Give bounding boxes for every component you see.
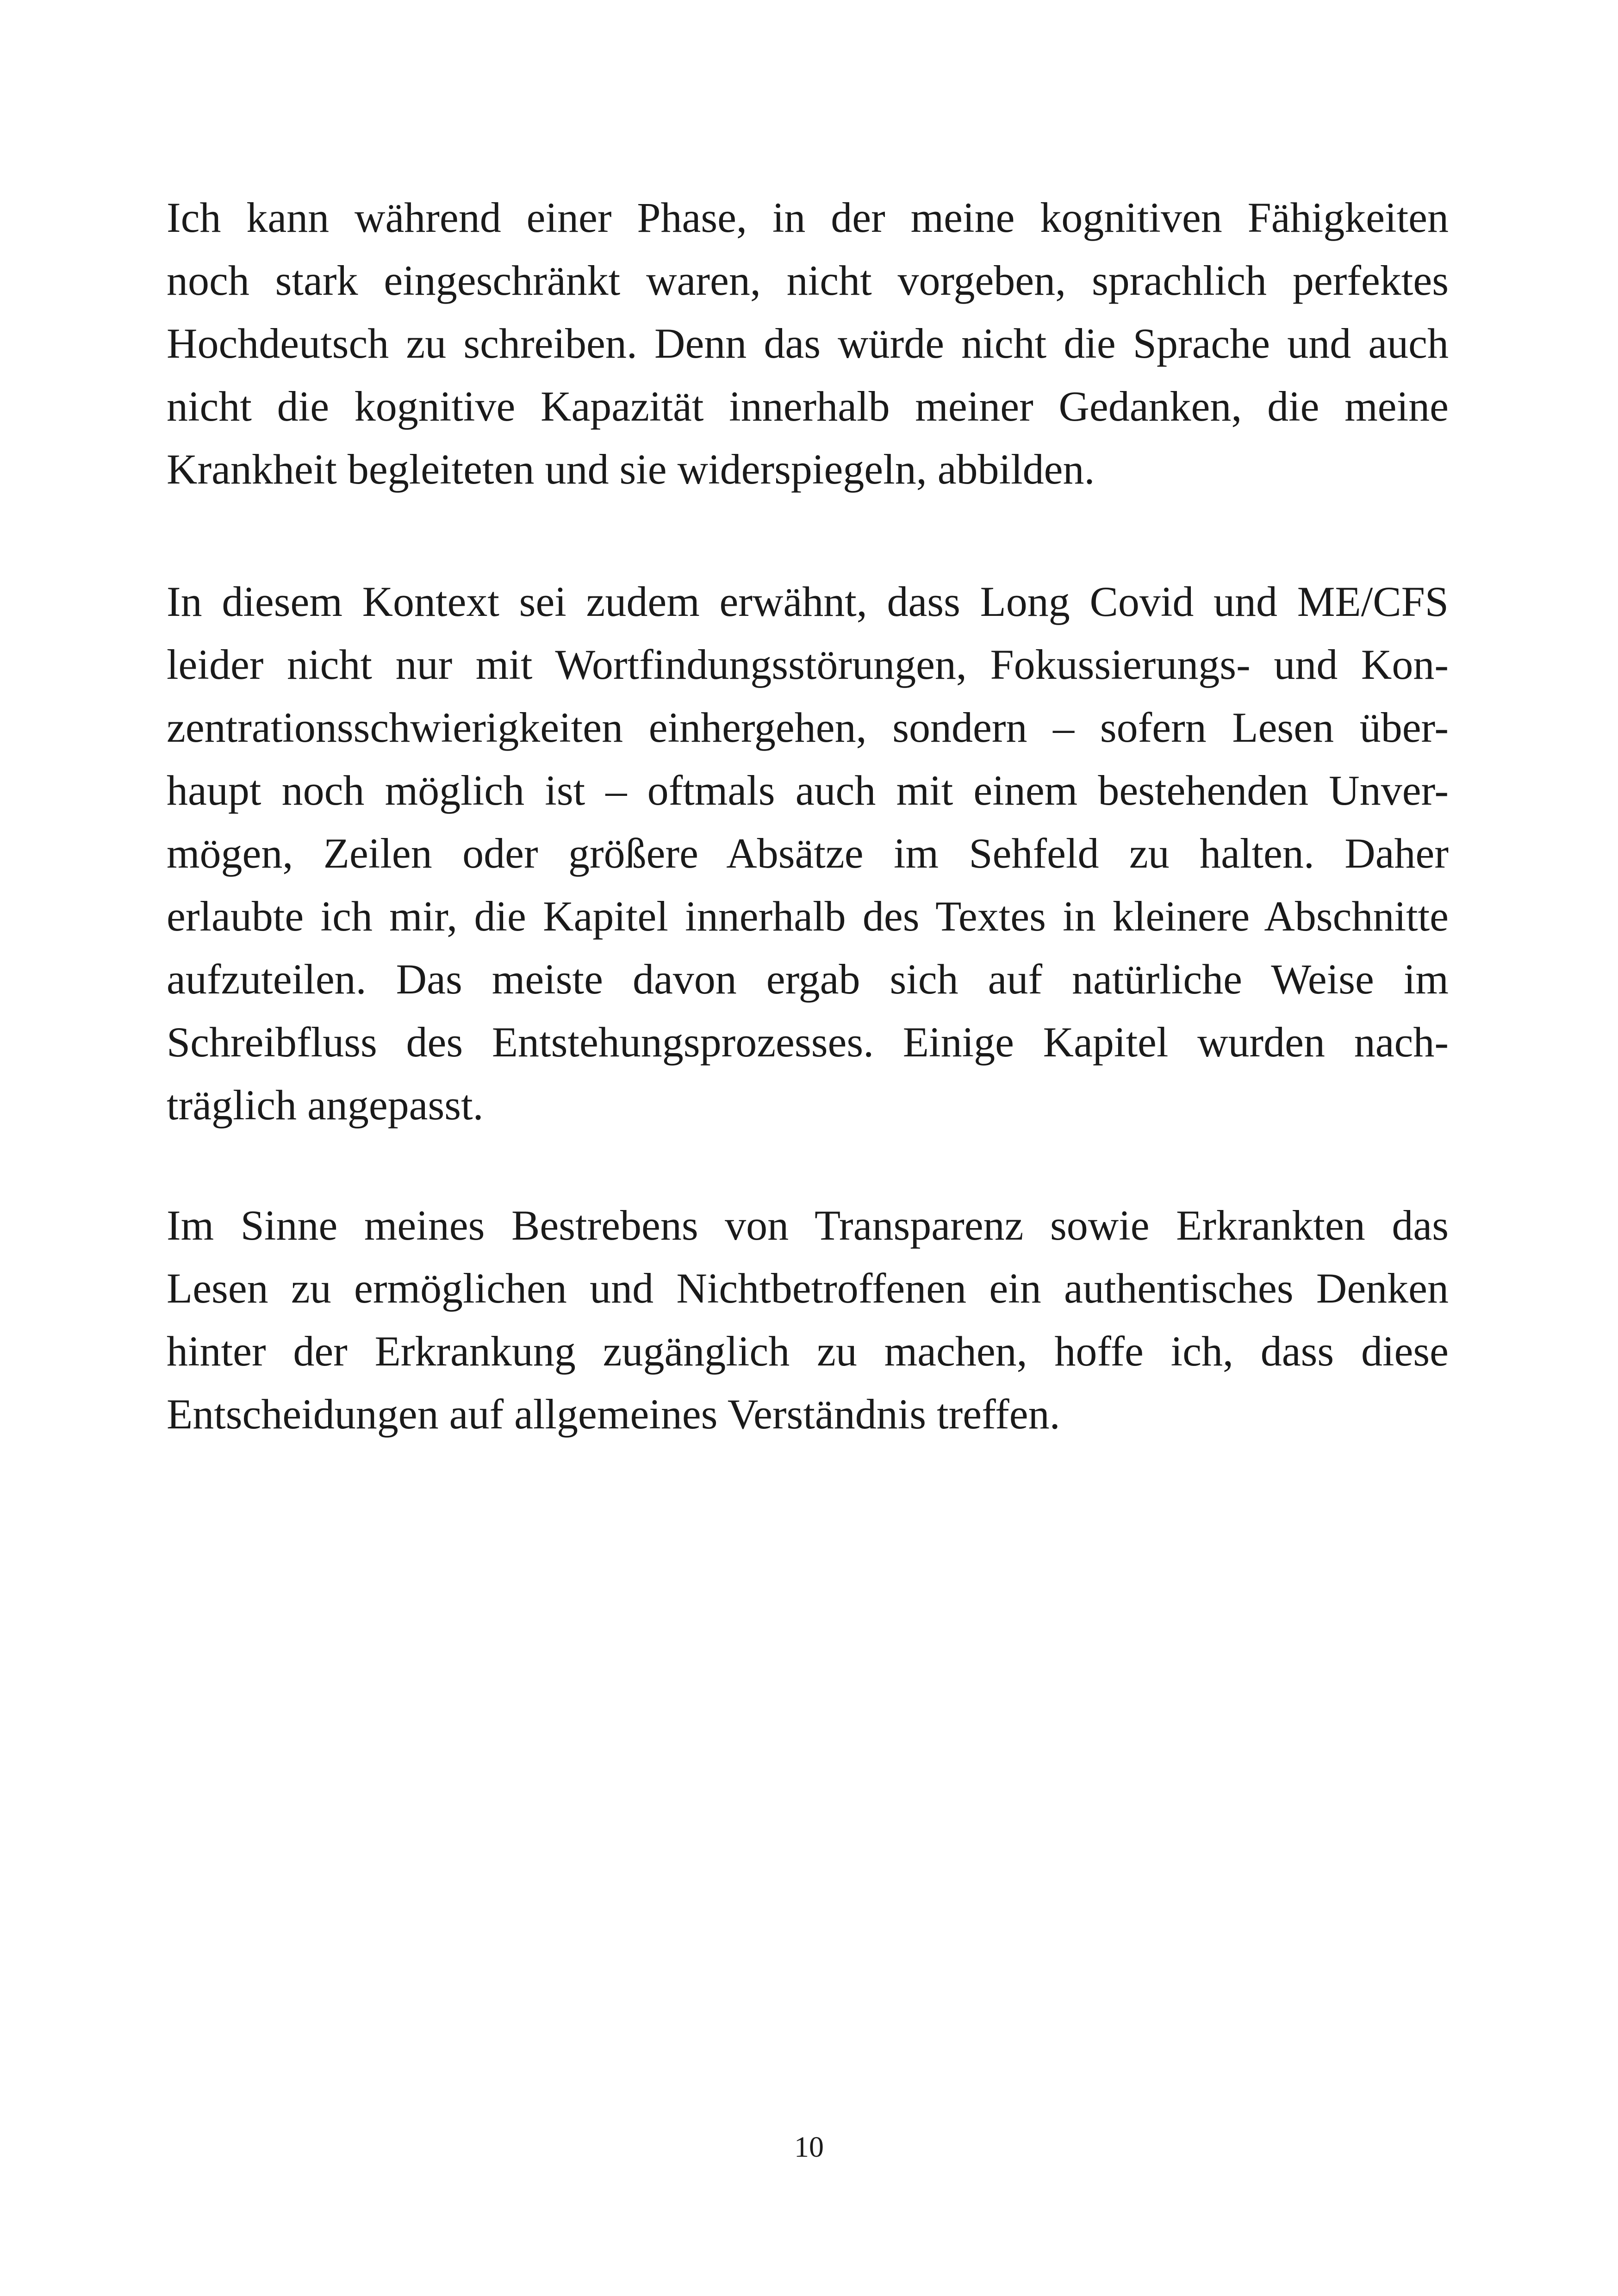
- text-line: zentrationsschwierigkeiten einhergehen, sondern – sofern Lesen über-: [167, 704, 1449, 751]
- text-line: Schreibfluss des Entstehungsprozesses. Einige Kapitel wurden nach-: [167, 1018, 1449, 1066]
- text-line: leider nicht nur mit Wortfindungsstörungen, Fokussierungs- und Kon-: [167, 641, 1449, 688]
- text-line: noch stark eingeschränkt waren, nicht vorgeben, sprachlich perfektes: [167, 257, 1449, 304]
- text-line: hinter der Erkrankung zugänglich zu machen, hoffe ich, dass diese: [167, 1328, 1449, 1375]
- text-line: Lesen zu ermöglichen und Nichtbetroffenen ein authentisches Denken: [167, 1265, 1449, 1312]
- text-line: aufzuteilen. Das meiste davon ergab sich auf natürliche Weise im: [167, 956, 1449, 1003]
- text-line: nicht die kognitive Kapazität innerhalb meiner Gedanken, die meine: [167, 383, 1449, 430]
- paragraph-2: [167, 570, 1449, 1136]
- page-number: 10: [794, 2130, 824, 2163]
- text-line: Ich kann während einer Phase, in der meine kognitiven Fähigkeiten: [167, 194, 1449, 241]
- text-line: Entscheidungen auf allgemeines Verständnis treffen.: [167, 1390, 1060, 1438]
- text-line: mögen, Zeilen oder größere Absätze im Sehfeld zu halten. Daher: [167, 830, 1449, 877]
- text-line: haupt noch möglich ist – oftmals auch mit einem bestehenden Unver-: [167, 767, 1449, 814]
- text-line: In diesem Kontext sei zudem erwähnt, dass Long Covid und ME/CFS: [167, 578, 1449, 625]
- paragraph-3: [167, 1194, 1449, 1446]
- text-line: Im Sinne meines Bestrebens von Transparenz sowie Erkrankten das: [167, 1202, 1449, 1249]
- text-line: Krankheit begleiteten und sie widerspiegeln, abbilden.: [167, 446, 1095, 493]
- text-line: träglich angepasst.: [167, 1081, 484, 1129]
- text-line: Hochdeutsch zu schreiben. Denn das würde nicht die Sprache und auch: [167, 320, 1449, 367]
- paragraph-1: [167, 186, 1449, 501]
- text-line: erlaubte ich mir, die Kapitel innerhalb des Textes in kleinere Abschnitte: [167, 893, 1449, 940]
